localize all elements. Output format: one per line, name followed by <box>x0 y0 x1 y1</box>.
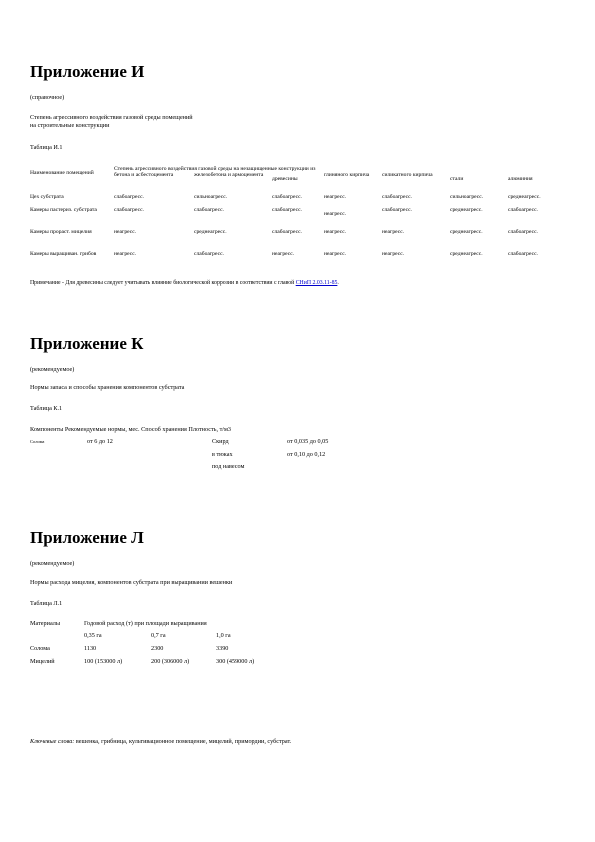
table-k1-header-cell: Способ хранения <box>141 426 187 433</box>
table-cell: слабоагресс. <box>272 229 302 236</box>
table-cell: сильноагресс. <box>194 194 228 201</box>
table-k1-density: от 0,10 до 0,12 <box>287 451 326 458</box>
appendix-l-title: Приложение Л <box>30 528 144 547</box>
table-cell: неагресс. <box>382 229 405 236</box>
table-k1-header <box>30 426 231 434</box>
table-i1-col-header: силикатного кирпича <box>382 172 433 179</box>
table-cell: Камеры прораст. мицелия <box>30 229 92 236</box>
table-cell: слабоагресс. <box>272 194 302 201</box>
table-cell: среднеагресс. <box>194 229 227 236</box>
table-k1-norm: от 6 до 12 <box>87 438 113 445</box>
table-i1-caption: Таблица И.1 <box>30 144 63 151</box>
table-cell: неагресс. <box>324 194 347 201</box>
table-cell: среднеагресс. <box>450 251 483 258</box>
table-k1-caption: Таблица К.1 <box>30 405 63 412</box>
table-l1-row-name: Солома <box>30 645 50 652</box>
footnote-end: . <box>337 280 339 286</box>
table-cell: Камеры выращиван. грибов <box>30 251 97 258</box>
table-cell: слабоагресс. <box>382 194 412 201</box>
appendix-k-note: (рекомендуемое) <box>30 366 75 373</box>
table-cell: среднеагресс. <box>508 194 541 201</box>
table-cell: неагресс. <box>114 251 137 258</box>
table-l1-cell: 3390 <box>216 645 229 652</box>
table-i1-footnote <box>30 280 339 288</box>
table-cell: среднеагресс. <box>450 229 483 236</box>
table-l1-cell: 1130 <box>84 645 97 652</box>
footnote-text: Примечание - Для древесины следует учитывать влияние биологической коррозии в соответствии с главой <box>30 280 296 286</box>
table-cell: среднеагресс. <box>450 207 483 214</box>
table-i1-col0-header: Наименование помещений <box>30 170 94 176</box>
table-l1-cell: 100 (153000 л) <box>84 658 123 665</box>
table-k1-header-cell: Плотность, т/м3 <box>188 426 232 433</box>
table-cell: слабоагресс. <box>114 207 144 214</box>
table-cell: слабоагресс. <box>272 207 302 214</box>
table-l1-area: 1,0 га <box>216 632 231 639</box>
table-i1-col-header: стали <box>450 176 464 183</box>
table-l1-area: 0,7 га <box>151 632 166 639</box>
table-i1-group-header: Степень агрессивного воздействия газовой среды на незащищенные конструкции из <box>114 166 316 172</box>
appendix-l-subtitle: Нормы расхода мицелия, компонентов субстрата при выращивании вешенки <box>30 579 233 586</box>
table-cell: слабоагресс. <box>114 194 144 201</box>
table-l1-cell: 2300 <box>151 645 164 652</box>
table-row <box>28 229 568 251</box>
table-k1-density: от 0,035 до 0,05 <box>287 438 329 445</box>
table-l1-cell: 300 (459000 л) <box>216 658 255 665</box>
table-cell: неагресс. <box>324 211 347 218</box>
table-row <box>28 194 568 207</box>
table-l1-row-name: Мицелий <box>30 658 55 665</box>
table-l1-header-group: Годовой расход (т) при площади выращивания <box>84 620 207 627</box>
table-cell: неагресс. <box>272 251 295 258</box>
table-cell: неагресс. <box>324 229 347 236</box>
table-i1 <box>28 166 568 271</box>
table-cell: слабоагресс. <box>382 207 412 214</box>
table-cell: неагресс. <box>114 229 137 236</box>
table-i1-col-header: алюминия <box>508 176 533 183</box>
keywords-line <box>30 738 291 746</box>
table-row <box>28 251 568 271</box>
appendix-i-title: Приложение И <box>30 62 145 81</box>
table-cell: слабоагресс. <box>194 251 224 258</box>
table-l1-header-material: Материалы <box>30 620 60 627</box>
table-cell: неагресс. <box>382 251 405 258</box>
appendix-i-subtitle-line1: Степень агрессивного воздействия газовой среды помещений <box>30 114 193 121</box>
table-i1-col-header: бетона и асбестоцемента <box>114 172 174 179</box>
table-l1-area: 0,35 га <box>84 632 102 639</box>
keywords-text: вешенка, грибница, культивационное помещение, мицелий, примордии, субстрат. <box>74 738 292 745</box>
snip-link[interactable]: СНиП 2.03.11-85 <box>295 280 338 286</box>
table-k1-storage: Скирд <box>212 438 229 445</box>
appendix-k-title: Приложение К <box>30 334 144 353</box>
table-cell: сильноагресс. <box>450 194 484 201</box>
table-i1-col-header: древесины <box>272 176 298 183</box>
appendix-l-note: (рекомендуемое) <box>30 560 75 567</box>
table-cell: Камеры пастериз. субстрата <box>30 207 97 214</box>
appendix-i-note: (справочное) <box>30 94 65 101</box>
table-cell: слабоагресс. <box>508 251 538 258</box>
table-l1-caption: Таблица Л.1 <box>30 600 63 607</box>
table-k1-component: Солома <box>30 439 45 444</box>
table-row <box>28 207 568 229</box>
table-cell: Цех субстрата <box>30 194 64 201</box>
table-cell: слабоагресс. <box>508 207 538 214</box>
table-k1-storage: в тюках <box>212 451 233 458</box>
keywords-label: Ключевые слова: <box>30 738 75 745</box>
table-cell: слабоагресс. <box>194 207 224 214</box>
table-i1-col-header: глиняного кирпича <box>324 172 370 179</box>
table-cell: неагресс. <box>324 251 347 258</box>
appendix-i-subtitle-line2: на строительные конструкции <box>30 122 110 129</box>
table-cell: слабоагресс. <box>508 229 538 236</box>
table-i1-col-header: железобетона и армоцемента <box>194 172 264 179</box>
table-k1-header-cell: Рекомендуемые нормы, мес. <box>64 426 140 433</box>
appendix-k-subtitle: Нормы запаса и способы хранения компонентов субстрата <box>30 384 185 391</box>
table-k1-storage: под навесом <box>212 463 245 470</box>
table-l1-cell: 200 (306000 л) <box>151 658 190 665</box>
table-k1-header-cell: Компоненты <box>30 426 64 433</box>
